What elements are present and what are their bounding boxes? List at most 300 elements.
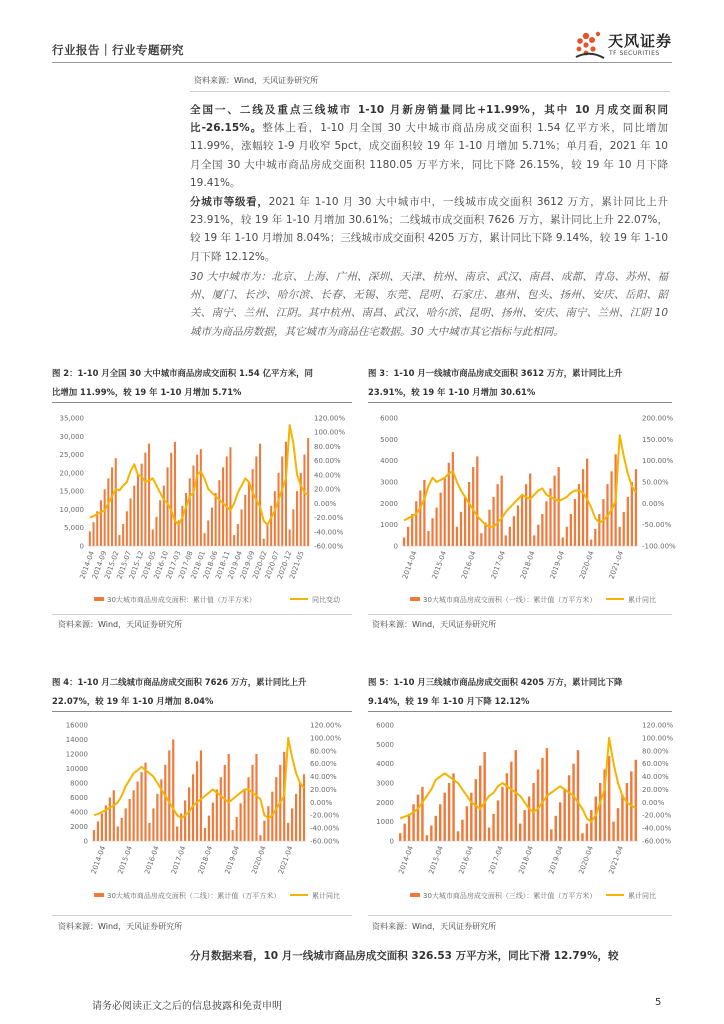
bar <box>208 816 210 841</box>
bar <box>140 772 142 841</box>
figure-2-title: 图 2：1-10 月全国 30 大中城市商品房成交面积 1.54 亿平方米，同 比增加 11.99%，较 19 年 1-10 月增加 5.71% <box>52 368 313 397</box>
bar <box>581 833 583 841</box>
x-tick: 2016-10 <box>152 549 171 581</box>
bar <box>148 444 150 546</box>
bar <box>501 476 503 546</box>
bar <box>240 803 242 841</box>
brand-name: 天风证券 <box>608 32 673 50</box>
header-divider <box>52 62 672 63</box>
legend-line-label: 累计同比 <box>628 892 656 900</box>
figure-4-rule <box>52 711 352 712</box>
y-left-tick: 35,000 <box>59 414 84 423</box>
bar <box>248 482 250 546</box>
y-left-tick: 20,000 <box>59 469 84 478</box>
y-right-tick: -40.00% <box>314 528 344 537</box>
bar <box>586 824 588 841</box>
x-tick: 2019-04 <box>223 844 242 876</box>
bar <box>174 442 176 546</box>
bar <box>181 506 183 546</box>
bar <box>259 444 261 546</box>
bar <box>506 773 508 841</box>
bar <box>456 527 458 546</box>
bar <box>537 525 539 546</box>
bar <box>204 828 206 841</box>
x-tick: 2017-04 <box>169 844 188 876</box>
bar <box>170 453 172 546</box>
x-tick: 2014-09 <box>90 549 109 581</box>
y-right-tick: 100.00% <box>310 734 342 743</box>
bar <box>515 750 517 841</box>
x-tick: 2014-04 <box>89 844 108 876</box>
bar <box>168 750 170 841</box>
y-right-tick: -20.00% <box>642 811 672 820</box>
bar <box>492 814 494 841</box>
bar <box>222 467 224 546</box>
bar <box>598 514 600 546</box>
bar <box>612 822 614 841</box>
bar <box>476 456 478 546</box>
bar <box>226 456 228 546</box>
y-left-tick: 6000 <box>70 794 88 802</box>
chart-svg-3 <box>368 406 676 614</box>
bar <box>233 535 235 546</box>
bar <box>452 452 454 546</box>
legend-line-label: 累计同比 <box>312 892 340 900</box>
legend-bar-swatch <box>94 597 104 601</box>
bar <box>595 797 597 841</box>
bar <box>296 491 298 546</box>
x-tick: 2015-04 <box>430 549 449 581</box>
source-divider <box>52 915 352 916</box>
figure-5-rule <box>368 711 672 712</box>
bar <box>457 831 459 841</box>
bar <box>263 539 265 546</box>
bar <box>523 810 525 841</box>
x-tick: 2017-03 <box>164 549 183 581</box>
bar <box>505 535 507 546</box>
x-tick: 2018-06 <box>201 549 220 581</box>
bar <box>237 524 239 546</box>
y-right-tick: -100.00% <box>642 542 676 551</box>
y-right-tick: 20.00% <box>642 785 669 794</box>
bar <box>251 765 253 841</box>
y-left-tick: 5,000 <box>63 524 84 533</box>
bar <box>431 518 433 546</box>
bar <box>189 478 191 546</box>
y-left-tick: 4000 <box>70 808 88 817</box>
bar <box>218 480 220 546</box>
y-left-tick: 4000 <box>376 760 394 769</box>
bar <box>627 497 629 546</box>
bar <box>533 535 535 546</box>
bar <box>89 531 91 546</box>
y-right-tick: 40.00% <box>642 773 669 782</box>
y-right-tick: 50.00% <box>642 478 669 487</box>
bar <box>566 527 568 546</box>
bar <box>270 506 272 546</box>
legend-bar-label: 30大城市商品房成交面积（二线）：累计值（万平方米） <box>107 892 281 900</box>
bar <box>281 456 283 546</box>
y-right-tick: 120.00% <box>642 721 674 730</box>
bar <box>488 510 490 546</box>
x-tick: 2020-04 <box>577 844 595 876</box>
bar <box>144 453 146 546</box>
bar <box>278 473 280 546</box>
bar <box>93 830 95 841</box>
y-left-tick: 2000 <box>380 499 398 508</box>
bar <box>107 478 109 546</box>
bar <box>444 478 446 546</box>
bar <box>460 512 462 546</box>
line-series <box>404 435 636 527</box>
logo-mark-icon <box>576 32 604 58</box>
y-right-tick: -40.00% <box>310 824 340 833</box>
y-right-tick: 150.00% <box>642 435 674 444</box>
y-left-tick: 4000 <box>380 457 398 466</box>
bar <box>617 808 619 841</box>
bar <box>631 482 633 546</box>
chart-figure-2 <box>52 406 352 614</box>
bar <box>423 480 425 546</box>
chart-svg-2 <box>52 406 352 614</box>
y-right-tick: 40.00% <box>314 471 341 480</box>
x-tick: 2021-04 <box>607 549 626 581</box>
bar <box>475 779 477 841</box>
bar <box>537 769 539 841</box>
y-right-tick: -20.00% <box>310 811 340 820</box>
bar <box>558 467 560 546</box>
y-right-tick: 20.00% <box>310 785 337 794</box>
bar <box>483 752 485 841</box>
y-right-tick: -60.00% <box>314 542 344 551</box>
y-right-tick: -60.00% <box>642 837 672 846</box>
bar <box>545 501 547 546</box>
y-left-tick: 2000 <box>70 823 88 831</box>
bar <box>152 808 154 841</box>
bar <box>621 795 623 841</box>
bar <box>480 533 482 546</box>
bar <box>570 514 572 546</box>
bar <box>104 489 106 546</box>
bar <box>266 524 268 546</box>
bar <box>452 773 454 841</box>
bar <box>224 765 226 841</box>
x-tick: 2020-12 <box>275 549 294 581</box>
x-tick: 2014-04 <box>397 844 415 876</box>
x-tick: 2016-05 <box>140 549 158 581</box>
y-left-tick: 16000 <box>65 721 88 730</box>
y-right-tick: 0.00% <box>314 499 337 508</box>
figure-5-source: 资料来源：Wind，天风证券研究所 <box>372 922 497 931</box>
bar <box>122 524 124 546</box>
y-left-tick: 3000 <box>376 779 394 788</box>
bar <box>236 817 238 841</box>
bar <box>211 508 213 546</box>
bar <box>144 763 146 841</box>
y-left-tick: 14000 <box>65 736 88 744</box>
x-tick: 2016-04 <box>143 844 161 876</box>
x-tick: 2019-04 <box>547 844 565 876</box>
bar <box>267 806 269 841</box>
x-tick: 2020-07 <box>263 549 282 581</box>
bar <box>468 482 470 546</box>
y-right-tick: 100.00% <box>642 457 674 466</box>
bar <box>212 803 214 841</box>
bar <box>550 829 552 841</box>
bar <box>204 533 206 546</box>
bar <box>148 823 150 841</box>
paragraph-body: 整体上看，1-10 月全国 30 大中城市商品房成交面积 1.54 亿平方米，同比增加 11.99%，涨幅较 1-9 月收窄 5pct，成交面积较 19 年 1-10 月增加 5.71%；单月看，2021 年 10 月全国 30 大中城市商品房成交面积 1180.05 万平方米，同比下降 26.15%，较 19 年 10 月下降 19.41%。 <box>190 122 668 189</box>
bar <box>421 787 423 841</box>
y-right-tick: -60.00% <box>310 837 340 846</box>
source-divider-top <box>190 91 670 92</box>
y-left-tick: 6000 <box>380 414 398 423</box>
bar <box>635 469 637 546</box>
legend-bar-swatch <box>94 893 104 897</box>
y-left-tick: 5000 <box>376 740 394 749</box>
bar <box>553 476 555 546</box>
bar <box>125 808 127 841</box>
bar <box>510 762 512 841</box>
bar <box>440 493 442 546</box>
bar <box>220 777 222 841</box>
bar <box>96 511 98 546</box>
bar <box>133 486 135 546</box>
bar <box>137 475 139 546</box>
y-right-tick: 60.00% <box>314 457 341 466</box>
paragraph-monthly: 分月数据来看，10 月一线城市商品房成交面积 326.53 万平方米，同比下滑 12.79%，较 <box>190 950 619 962</box>
y-left-tick: 0 <box>79 542 84 551</box>
bar <box>582 469 584 546</box>
bar <box>200 449 202 546</box>
bar <box>521 495 523 546</box>
y-left-tick: 2000 <box>376 798 394 807</box>
y-right-tick: 80.00% <box>642 747 669 756</box>
brand-subtitle: TF SECURITIES <box>609 50 660 57</box>
y-right-tick: 60.00% <box>310 760 337 769</box>
y-left-tick: 3000 <box>380 478 398 487</box>
bar <box>501 787 503 841</box>
bar <box>411 514 413 546</box>
breadcrumb: 行业报告｜行业专题研究 <box>52 43 184 57</box>
bar <box>241 509 243 546</box>
bar <box>488 827 490 841</box>
legend-bar-label: 30大城市商品房成交面积（三线）：累计值（万平方米） <box>423 892 597 900</box>
bar <box>407 527 409 546</box>
bar <box>299 783 301 841</box>
bar <box>466 806 468 841</box>
bar <box>590 540 592 546</box>
figure-3-rule <box>368 402 672 403</box>
bar <box>602 499 604 546</box>
page-number: 5 <box>655 997 662 1008</box>
bar <box>289 530 291 546</box>
bar <box>263 821 265 841</box>
bar <box>100 500 102 546</box>
y-left-tick: 5000 <box>380 435 398 444</box>
bar <box>577 750 579 841</box>
bar <box>303 455 305 546</box>
bar <box>292 509 294 546</box>
chart-figure-5 <box>368 715 672 910</box>
x-tick: 2018-11 <box>214 549 232 581</box>
y-left-tick: 8000 <box>70 779 88 788</box>
bar <box>461 820 463 841</box>
bar <box>121 818 123 841</box>
bar <box>563 789 565 841</box>
figure-2-source: 资料来源：Wind，天风证券研究所 <box>58 620 183 629</box>
y-right-tick: -40.00% <box>642 824 672 833</box>
bar <box>578 484 580 546</box>
paragraph-lead: 分城市等级看， <box>190 196 269 208</box>
bar <box>443 793 445 841</box>
bar <box>439 804 441 841</box>
legend-line-label: 累计同比 <box>628 596 656 604</box>
bar <box>192 466 194 546</box>
x-tick: 2015-04 <box>427 844 445 876</box>
y-right-tick: 80.00% <box>310 747 337 756</box>
bar <box>419 491 421 546</box>
bar <box>399 833 401 841</box>
bar <box>427 531 429 546</box>
bar <box>229 447 231 546</box>
y-right-tick: 120.00% <box>310 721 342 730</box>
bar <box>448 783 450 841</box>
bar <box>155 517 157 546</box>
x-tick: 2021-04 <box>607 844 625 876</box>
bar <box>635 760 637 841</box>
bar <box>574 499 576 546</box>
paragraph-city-tiers <box>190 193 668 266</box>
bar <box>472 467 474 546</box>
bar <box>244 495 246 546</box>
bar <box>188 787 190 841</box>
bar <box>136 782 138 841</box>
y-right-tick: 20.00% <box>314 485 341 494</box>
bar <box>464 497 466 546</box>
chart-figure-3 <box>368 406 676 614</box>
y-right-tick: 0.00% <box>642 499 665 508</box>
paragraph-national-sales <box>190 101 668 192</box>
y-left-tick: 10000 <box>65 765 88 773</box>
bar <box>497 800 499 841</box>
bar <box>619 527 621 546</box>
bar <box>417 795 419 841</box>
x-tick: 2015-07 <box>115 549 134 581</box>
y-right-tick: 60.00% <box>642 760 669 769</box>
bar <box>243 790 245 841</box>
y-right-tick: 120.00% <box>314 414 346 423</box>
bar <box>497 484 499 546</box>
figure-3-source: 资料来源：Wind，天风证券研究所 <box>372 620 497 629</box>
bar <box>403 824 405 841</box>
bar <box>287 823 289 841</box>
bar <box>435 508 437 546</box>
y-left-tick: 1000 <box>380 521 398 530</box>
chart-svg-5 <box>368 715 672 910</box>
bar <box>303 774 305 841</box>
x-tick: 2018-01 <box>189 549 208 581</box>
y-right-tick: 100.00% <box>642 734 674 743</box>
figure-4-source: 资料来源：Wind，天风证券研究所 <box>58 922 183 931</box>
x-tick: 2017-04 <box>487 844 505 876</box>
bar <box>415 501 417 546</box>
chart-figure-4 <box>52 715 352 910</box>
bar <box>176 827 178 842</box>
y-left-tick: 0 <box>389 837 394 846</box>
x-tick: 2016-04 <box>457 844 475 876</box>
bar <box>295 794 297 841</box>
source-divider <box>368 614 672 615</box>
y-right-tick: 0.00% <box>310 798 333 807</box>
bar <box>274 491 276 546</box>
y-left-tick: 1000 <box>376 818 394 827</box>
x-tick: 2019-09 <box>238 549 257 581</box>
bar <box>196 455 198 546</box>
y-right-tick: -50.00% <box>642 521 672 530</box>
footer-disclaimer: 请务必阅读正文之后的信息披露和免责申明 <box>92 1001 282 1012</box>
y-right-tick: 200.00% <box>642 414 674 423</box>
x-tick: 2021-04 <box>276 844 295 876</box>
paragraph-body: 2021 年 1-10 月 30 大中城市中，一线城市成交面积 3612 万方，累计同比上升 23.91%，较 19 年 1-10 月增加 30.61%；二线城市成交面积 7626 万方，累计同比上升 22.07%，较 19 年 1-10 月增加 8.04%；三线城市成交面积 4205 万方，累计同比下降 9.14%，较 19 年 1-10 月下降 12.12%。 <box>190 196 669 263</box>
bar <box>126 511 128 546</box>
bar <box>408 814 410 841</box>
y-left-tick: 0 <box>393 542 398 551</box>
y-left-tick: 25,000 <box>59 451 84 460</box>
bar <box>259 835 261 841</box>
legend-line-label: 同比变动 <box>312 596 340 604</box>
x-tick: 2014-04 <box>401 549 419 581</box>
bar <box>529 473 531 546</box>
bar <box>111 467 113 546</box>
bar <box>426 835 428 841</box>
y-right-tick: 100.00% <box>314 428 346 437</box>
bar <box>517 505 519 546</box>
bar <box>519 824 521 841</box>
bar <box>117 827 119 842</box>
bar <box>608 756 610 841</box>
bar <box>513 516 515 546</box>
x-tick: 2014-04 <box>78 549 97 581</box>
bar <box>479 766 481 841</box>
legend-bar-swatch <box>410 893 420 897</box>
y-right-tick: 0.00% <box>642 798 665 807</box>
bar <box>435 816 437 841</box>
bar <box>307 438 309 546</box>
x-tick: 2015-12 <box>127 549 146 581</box>
source-note-top: 资料来源：Wind，天风证券研究所 <box>194 76 319 85</box>
x-tick: 2017-04 <box>489 549 508 581</box>
x-tick: 2018-04 <box>519 549 537 581</box>
x-tick: 2015-04 <box>116 844 135 876</box>
x-tick: 2017-08 <box>177 549 195 581</box>
y-left-tick: 10,000 <box>59 505 84 514</box>
figure-4-title: 图 4：1-10 月二线城市商品房成交面积 7626 万方，累计同比上升 22.07%，较 19 年 1-10 月增加 8.04% <box>52 677 307 706</box>
bar <box>528 797 530 841</box>
y-left-tick: 30,000 <box>59 432 84 441</box>
bar <box>200 750 202 841</box>
bar <box>109 798 111 842</box>
bar <box>113 790 115 841</box>
y-right-tick: 80.00% <box>314 442 341 451</box>
x-tick: 2018-04 <box>196 844 215 876</box>
bar <box>129 799 131 841</box>
bar <box>525 484 527 546</box>
bar <box>215 493 217 546</box>
bar <box>207 520 209 546</box>
y-left-tick: 12000 <box>65 750 88 759</box>
bar <box>163 486 165 546</box>
